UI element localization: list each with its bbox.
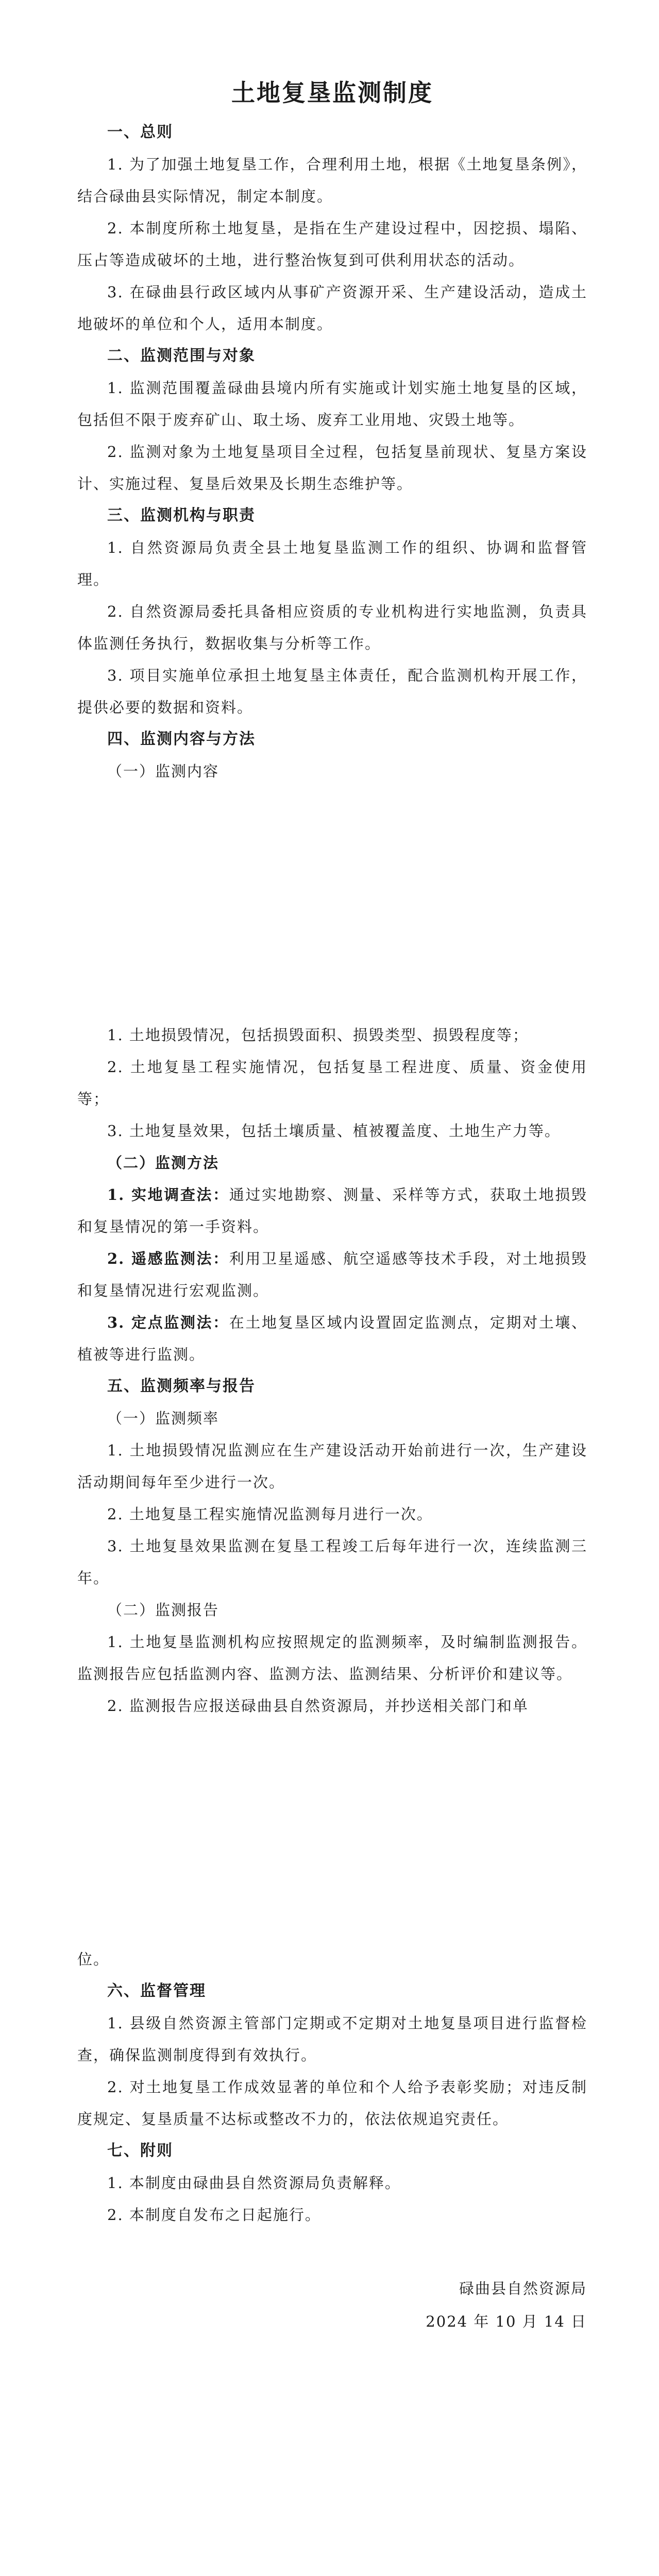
- section-heading-agencies: 三、监测机构与职责: [107, 506, 256, 524]
- method-text: 在土地复垦区域内设置固定监测点，定期对土壤、植被等进行监测。: [77, 1314, 587, 1363]
- section-heading-general: 一、总则: [107, 123, 173, 141]
- paragraph: 2. 土地复垦工程实施情况监测每月进行一次。: [107, 1505, 433, 1523]
- paragraph: 2. 自然资源局委托具备相应资质的专业机构进行实地监测，负责具体监测任务执行，数据收集与分析等工作。: [77, 603, 587, 652]
- method-lead: 2. 遥感监测法：: [107, 1250, 229, 1267]
- paragraph: 3. 在碌曲县行政区域内从事矿产资源开采、生产建设活动，造成土地破坏的单位和个人，适用本制度。: [77, 283, 587, 333]
- document-title: 土地复垦监测制度: [231, 79, 433, 107]
- method-lead: 1. 实地调查法：: [107, 1186, 229, 1204]
- paragraph: 2. 监测对象为土地复垦项目全过程，包括复垦前现状、复垦方案设计、实施过程、复垦后效果及长期生态维护等。: [77, 443, 587, 493]
- issuing-organization: 碌曲县自然资源局: [459, 2280, 587, 2297]
- blank-space: [77, 787, 587, 1019]
- paragraph: 3. 土地复垦效果监测在复垦工程竣工后每年进行一次，连续监测三年。: [77, 1537, 587, 1587]
- method-text: 通过实地勘察、测量、采样等方式，获取土地损毁和复垦情况的第一手资料。: [77, 1186, 587, 1235]
- method-text: 利用卫星遥感、航空遥感等技术手段，对土地损毁和复垦情况进行宏观监测。: [77, 1250, 587, 1299]
- subsection-heading-frequency: （一）监测频率: [107, 1410, 219, 1427]
- paragraph: 2. 土地复垦工程实施情况，包括复垦工程进度、质量、资金使用等；: [77, 1058, 587, 1108]
- blank-space: [77, 1722, 587, 1943]
- subsection-heading-report: （二）监测报告: [107, 1601, 219, 1619]
- paragraph: [77, 1179, 587, 1243]
- section-heading-scope: 二、监测范围与对象: [107, 347, 256, 365]
- subsection-heading-content: （一）监测内容: [107, 762, 219, 780]
- method-lead: 3. 定点监测法：: [107, 1314, 229, 1331]
- section-heading-supplementary: 七、附则: [107, 2142, 173, 2160]
- section-heading-supervision: 六、监督管理: [107, 1982, 206, 2000]
- paragraph: 1. 为了加强土地复垦工作，合理利用土地，根据《土地复垦条例》，结合碌曲县实际情况，制定本制度。: [77, 156, 587, 205]
- paragraph: [77, 1307, 587, 1370]
- paragraph: 1. 监测范围覆盖碌曲县境内所有实施或计划实施土地复垦的区域，包括但不限于废弃矿山、取土场、废弃工业用地、灾毁土地等。: [77, 379, 587, 429]
- paragraph: 1. 土地损毁情况，包括损毁面积、损毁类型、损毁程度等；: [107, 1026, 529, 1044]
- paragraph: 1. 自然资源局负责全县土地复垦监测工作的组织、协调和监督管理。: [77, 539, 587, 588]
- section-heading-content-methods: 四、监测内容与方法: [107, 730, 256, 748]
- section-heading-frequency-report: 五、监测频率与报告: [107, 1377, 256, 1395]
- paragraph: 2. 对土地复垦工作成效显著的单位和个人给予表彰奖励；对违反制度规定、复垦质量不达标或整改不力的，依法依规追究责任。: [77, 2078, 587, 2128]
- paragraph: 3. 土地复垦效果，包括土壤质量、植被覆盖度、土地生产力等。: [107, 1122, 561, 1140]
- paragraph: 1. 土地损毁情况监测应在生产建设活动开始前进行一次，生产建设活动期间每年至少进行一次。: [77, 1442, 587, 1491]
- issue-date: 2024 年 10 月 14 日: [426, 2313, 587, 2330]
- paragraph: 1. 土地复垦监测机构应按照规定的监测频率，及时编制监测报告。监测报告应包括监测内容、监测方法、监测结果、分析评价和建议等。: [77, 1633, 587, 1683]
- signature-block: [426, 2272, 587, 2338]
- paragraph: 3. 项目实施单位承担土地复垦主体责任，配合监测机构开展工作，提供必要的数据和资料。: [77, 667, 587, 716]
- document-body: [77, 72, 587, 2231]
- paragraph: 2. 监测报告应报送碌曲县自然资源局，并抄送相关部门和单: [107, 1697, 529, 1715]
- paragraph: 1. 本制度由碌曲县自然资源局负责解释。: [107, 2174, 401, 2192]
- paragraph: 2. 本制度所称土地复垦，是指在生产建设过程中，因挖损、塌陷、压占等造成破坏的土地，进行整治恢复到可供利用状态的活动。: [77, 219, 587, 269]
- subsection-heading-methods: （二）监测方法: [107, 1154, 219, 1172]
- paragraph-continuation: 位。: [77, 1951, 110, 1968]
- paragraph: [77, 1243, 587, 1307]
- paragraph: 2. 本制度自发布之日起施行。: [107, 2206, 321, 2224]
- paragraph: 1. 县级自然资源主管部门定期或不定期对土地复垦项目进行监督检查，确保监测制度得到有效执行。: [77, 2014, 587, 2064]
